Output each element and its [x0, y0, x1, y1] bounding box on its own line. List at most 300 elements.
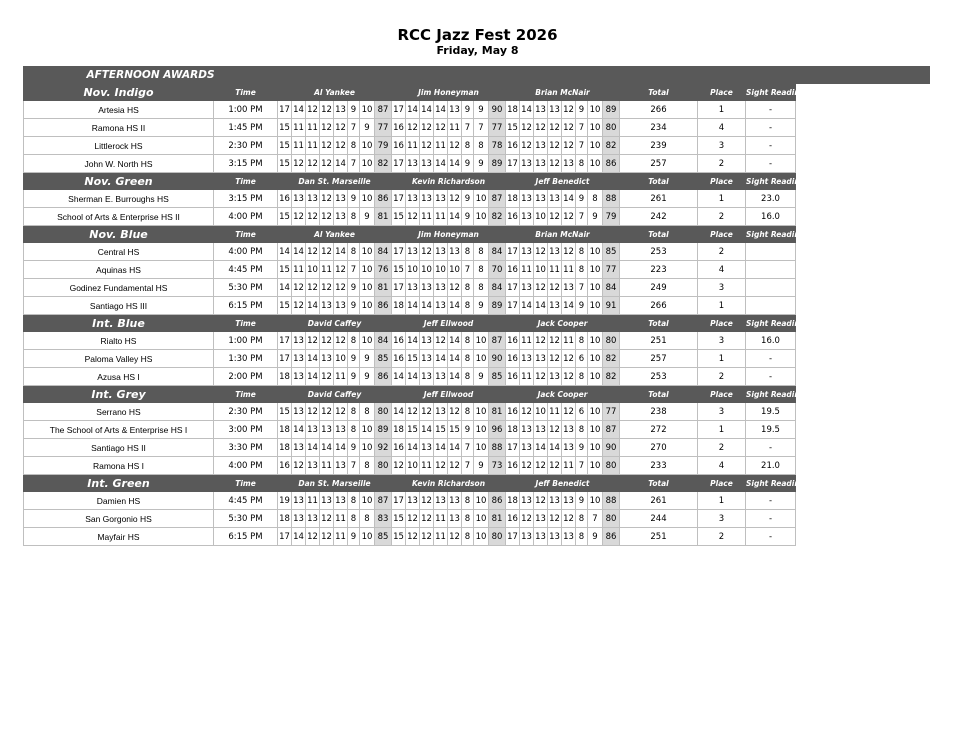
score-cell: 7 [462, 261, 474, 279]
score-cell: 13 [406, 155, 420, 173]
score-cell: 12 [548, 279, 562, 297]
score-cell: 13 [434, 243, 448, 261]
score-cell: 11 [406, 137, 420, 155]
score-cell: 13 [292, 403, 306, 421]
score-cell: 15 [406, 350, 420, 368]
score-cell: 13 [292, 510, 306, 528]
table-row [24, 261, 930, 279]
score-cell: 13 [406, 279, 420, 297]
score-cell: 11 [320, 261, 334, 279]
score-cell: 9 [474, 368, 489, 386]
score-cell: 13 [534, 510, 548, 528]
score-cell: 13 [320, 421, 334, 439]
score-cell: 18 [506, 190, 520, 208]
judge-subtotal: 73 [489, 457, 506, 475]
score-cell: 9 [348, 279, 360, 297]
score-cell: 12 [448, 279, 462, 297]
score-cell: 14 [420, 297, 434, 315]
score-cell: 12 [562, 101, 576, 119]
score-cell: 12 [448, 457, 462, 475]
school-name: Rialto HS [24, 332, 214, 350]
score-cell: 8 [576, 421, 588, 439]
school-name: Azusa HS I [24, 368, 214, 386]
score-cell: 13 [520, 528, 534, 546]
score-cell: 17 [506, 439, 520, 457]
place-header: Place [698, 173, 746, 190]
score-cell: 10 [588, 421, 603, 439]
score-cell: 12 [320, 243, 334, 261]
judge-subtotal: 90 [489, 101, 506, 119]
score-cell: 13 [562, 492, 576, 510]
score-cell: 12 [420, 510, 434, 528]
sight-reading-score: - [746, 368, 796, 386]
score-cell: 12 [306, 101, 320, 119]
judge-subtotal: 85 [489, 368, 506, 386]
score-cell: 8 [360, 510, 375, 528]
score-cell: 11 [548, 261, 562, 279]
score-cell: 12 [320, 208, 334, 226]
total-score: 272 [620, 421, 698, 439]
school-name: Mayfair HS [24, 528, 214, 546]
score-cell: 17 [392, 279, 406, 297]
school-name: Serrano HS [24, 403, 214, 421]
score-cell: 14 [292, 528, 306, 546]
score-cell: 7 [576, 137, 588, 155]
score-cell: 11 [434, 137, 448, 155]
score-cell: 15 [392, 208, 406, 226]
place: 2 [698, 243, 746, 261]
score-cell: 12 [420, 492, 434, 510]
score-cell: 13 [334, 208, 348, 226]
score-cell: 13 [406, 492, 420, 510]
sight-reading-score: - [746, 350, 796, 368]
score-cell: 11 [434, 208, 448, 226]
score-cell: 8 [462, 350, 474, 368]
score-cell: 13 [292, 350, 306, 368]
score-cell: 13 [306, 510, 320, 528]
score-cell: 10 [474, 403, 489, 421]
judge-subtotal: 80 [603, 332, 620, 350]
score-cell: 11 [434, 510, 448, 528]
score-cell: 11 [292, 137, 306, 155]
score-cell: 8 [462, 279, 474, 297]
score-cell: 14 [306, 439, 320, 457]
score-cell: 16 [506, 332, 520, 350]
score-cell: 12 [306, 279, 320, 297]
time-header: Time [214, 315, 278, 332]
section-title: AFTERNOON AWARDS [24, 67, 278, 84]
score-cell: 13 [420, 279, 434, 297]
score-cell: 6 [576, 403, 588, 421]
judge-name: Kevin Richardson [392, 173, 506, 190]
score-cell: 18 [506, 421, 520, 439]
score-cell: 10 [534, 208, 548, 226]
score-cell: 9 [462, 101, 474, 119]
score-cell: 8 [462, 137, 474, 155]
judge-name: Jeff Benedict [506, 173, 620, 190]
score-cell: 9 [360, 208, 375, 226]
school-name: Santiago HS III [24, 297, 214, 315]
score-cell: 12 [562, 243, 576, 261]
score-cell: 9 [474, 155, 489, 173]
judge-name: Jeff Benedict [506, 475, 620, 492]
judge-subtotal: 82 [375, 155, 392, 173]
total-score: 244 [620, 510, 698, 528]
score-cell: 10 [588, 457, 603, 475]
score-cell: 13 [420, 368, 434, 386]
score-cell: 15 [278, 403, 292, 421]
score-cell: 10 [588, 119, 603, 137]
score-cell: 7 [576, 119, 588, 137]
place: 1 [698, 297, 746, 315]
score-cell: 13 [520, 492, 534, 510]
place: 4 [698, 457, 746, 475]
sight-reading-score: - [746, 101, 796, 119]
school-name: Littlerock HS [24, 137, 214, 155]
judge-subtotal: 84 [603, 279, 620, 297]
score-cell: 10 [448, 261, 462, 279]
score-cell: 8 [462, 243, 474, 261]
judge-subtotal: 86 [375, 190, 392, 208]
score-cell: 17 [392, 190, 406, 208]
judge-subtotal: 86 [375, 297, 392, 315]
total-score: 266 [620, 101, 698, 119]
score-cell: 15 [434, 421, 448, 439]
score-cell: 13 [520, 208, 534, 226]
place: 2 [698, 368, 746, 386]
score-cell: 12 [534, 243, 548, 261]
score-cell: 12 [406, 403, 420, 421]
score-cell: 8 [576, 528, 588, 546]
score-cell: 13 [448, 243, 462, 261]
score-cell: 18 [392, 421, 406, 439]
performance-time: 1:45 PM [214, 119, 278, 137]
score-cell: 9 [360, 350, 375, 368]
judge-subtotal: 92 [375, 439, 392, 457]
table-row [24, 492, 930, 510]
score-cell: 14 [420, 421, 434, 439]
time-header: Time [214, 475, 278, 492]
score-cell: 12 [520, 457, 534, 475]
score-cell: 8 [462, 297, 474, 315]
performance-time: 3:15 PM [214, 190, 278, 208]
place: 3 [698, 403, 746, 421]
score-cell: 11 [306, 137, 320, 155]
sight-reading-score: - [746, 510, 796, 528]
score-cell: 13 [548, 368, 562, 386]
school-name: Paloma Valley HS [24, 350, 214, 368]
score-cell: 12 [420, 528, 434, 546]
score-cell: 18 [278, 439, 292, 457]
score-cell: 13 [562, 439, 576, 457]
score-cell: 14 [292, 101, 306, 119]
score-cell: 11 [292, 119, 306, 137]
place: 3 [698, 332, 746, 350]
score-cell: 16 [506, 208, 520, 226]
sight-reading-score: - [746, 119, 796, 137]
score-cell: 14 [406, 297, 420, 315]
score-cell: 17 [392, 101, 406, 119]
score-cell: 12 [306, 243, 320, 261]
place: 2 [698, 439, 746, 457]
sight-reading-header: Sight Reading [746, 386, 796, 403]
score-cell: 11 [420, 457, 434, 475]
score-cell: 12 [548, 137, 562, 155]
place: 1 [698, 101, 746, 119]
judge-subtotal: 88 [603, 190, 620, 208]
score-cell: 7 [348, 155, 360, 173]
score-cell: 14 [334, 439, 348, 457]
score-cell: 13 [306, 457, 320, 475]
score-cell: 8 [348, 208, 360, 226]
place-header: Place [698, 315, 746, 332]
judge-subtotal: 83 [375, 510, 392, 528]
score-cell: 12 [562, 208, 576, 226]
total-header: Total [620, 475, 698, 492]
score-cell: 13 [548, 528, 562, 546]
judge-name: Jim Honeyman [392, 84, 506, 101]
score-cell: 12 [434, 332, 448, 350]
school-name: Ramona HS I [24, 457, 214, 475]
score-cell: 8 [588, 190, 603, 208]
score-cell: 7 [348, 457, 360, 475]
score-cell: 13 [406, 190, 420, 208]
judge-subtotal: 90 [603, 439, 620, 457]
score-cell: 13 [520, 155, 534, 173]
score-cell: 10 [588, 439, 603, 457]
group-name: Nov. Indigo [24, 84, 214, 101]
sight-reading-score [746, 261, 796, 279]
judge-subtotal: 78 [489, 137, 506, 155]
score-cell: 11 [334, 510, 348, 528]
performance-time: 5:30 PM [214, 510, 278, 528]
judge-subtotal: 87 [375, 492, 392, 510]
sight-reading-header: Sight Reading [746, 315, 796, 332]
score-cell: 10 [588, 279, 603, 297]
score-cell: 15 [392, 528, 406, 546]
score-cell: 12 [406, 510, 420, 528]
table-row [24, 119, 930, 137]
score-cell: 7 [462, 457, 474, 475]
score-cell: 12 [292, 155, 306, 173]
place: 1 [698, 492, 746, 510]
performance-time: 2:00 PM [214, 368, 278, 386]
score-cell: 12 [334, 261, 348, 279]
score-cell: 11 [292, 261, 306, 279]
score-cell: 18 [392, 297, 406, 315]
score-cell: 12 [448, 190, 462, 208]
judge-subtotal: 80 [603, 457, 620, 475]
judge-name: Jack Cooper [506, 386, 620, 403]
performance-time: 1:00 PM [214, 332, 278, 350]
score-cell: 12 [562, 137, 576, 155]
score-cell: 13 [548, 190, 562, 208]
score-cell: 14 [434, 439, 448, 457]
score-cell: 12 [448, 403, 462, 421]
total-header: Total [620, 226, 698, 243]
score-cell: 13 [292, 368, 306, 386]
score-cell: 14 [406, 439, 420, 457]
total-score: 238 [620, 403, 698, 421]
score-cell: 9 [462, 190, 474, 208]
page-subtitle: Friday, May 8 [436, 44, 519, 57]
total-header: Total [620, 386, 698, 403]
score-cell: 10 [588, 243, 603, 261]
judge-subtotal: 70 [489, 261, 506, 279]
total-score: 257 [620, 350, 698, 368]
score-cell: 9 [588, 528, 603, 546]
score-cell: 8 [576, 243, 588, 261]
score-cell: 7 [576, 457, 588, 475]
score-cell: 14 [406, 101, 420, 119]
score-cell: 10 [406, 457, 420, 475]
score-cell: 8 [474, 137, 489, 155]
score-cell: 10 [360, 190, 375, 208]
score-cell: 13 [320, 350, 334, 368]
judge-name: David Caffey [278, 315, 392, 332]
score-cell: 14 [534, 439, 548, 457]
judge-name: Brian McNair [506, 84, 620, 101]
score-cell: 12 [320, 279, 334, 297]
total-score: 253 [620, 243, 698, 261]
performance-time: 5:30 PM [214, 279, 278, 297]
score-cell: 9 [576, 439, 588, 457]
score-cell: 13 [334, 457, 348, 475]
score-cell: 12 [520, 403, 534, 421]
score-cell: 9 [576, 297, 588, 315]
score-cell: 10 [588, 368, 603, 386]
score-cell: 13 [448, 510, 462, 528]
score-cell: 17 [278, 350, 292, 368]
score-cell: 12 [562, 350, 576, 368]
score-cell: 8 [462, 492, 474, 510]
score-cell: 12 [562, 510, 576, 528]
score-cell: 13 [520, 243, 534, 261]
score-cell: 14 [406, 368, 420, 386]
score-cell: 13 [534, 155, 548, 173]
score-cell: 10 [474, 439, 489, 457]
sight-reading-score [746, 279, 796, 297]
score-cell: 11 [562, 261, 576, 279]
score-cell: 17 [506, 279, 520, 297]
score-cell: 13 [534, 190, 548, 208]
score-cell: 12 [320, 368, 334, 386]
score-cell: 12 [548, 421, 562, 439]
group-name: Int. Blue [24, 315, 214, 332]
judge-name: Al Yankee [278, 84, 392, 101]
score-cell: 12 [292, 208, 306, 226]
score-cell: 11 [520, 368, 534, 386]
table-row [24, 297, 930, 315]
judge-subtotal: 88 [603, 492, 620, 510]
score-cell: 11 [562, 457, 576, 475]
score-cell: 12 [562, 403, 576, 421]
group-header-row [24, 226, 930, 243]
score-cell: 13 [292, 190, 306, 208]
group-name: Int. Grey [24, 386, 214, 403]
score-cell: 8 [360, 457, 375, 475]
score-cell: 14 [406, 332, 420, 350]
score-cell: 11 [306, 492, 320, 510]
performance-time: 4:00 PM [214, 208, 278, 226]
score-cell: 13 [334, 190, 348, 208]
score-cell: 13 [520, 279, 534, 297]
score-cell: 12 [448, 137, 462, 155]
table-row [24, 403, 930, 421]
score-cell: 12 [548, 155, 562, 173]
judge-subtotal: 77 [603, 403, 620, 421]
score-cell: 13 [434, 279, 448, 297]
performance-time: 3:00 PM [214, 421, 278, 439]
score-cell: 10 [360, 528, 375, 546]
score-cell: 7 [576, 279, 588, 297]
score-cell: 10 [360, 439, 375, 457]
score-cell: 13 [534, 101, 548, 119]
score-cell: 12 [520, 119, 534, 137]
score-cell: 12 [534, 492, 548, 510]
score-cell: 14 [562, 297, 576, 315]
score-cell: 17 [506, 528, 520, 546]
score-cell: 13 [534, 528, 548, 546]
score-cell: 13 [420, 190, 434, 208]
score-cell: 13 [520, 190, 534, 208]
score-cell: 12 [320, 137, 334, 155]
score-cell: 17 [278, 101, 292, 119]
place: 3 [698, 137, 746, 155]
score-cell: 14 [448, 350, 462, 368]
score-cell: 10 [474, 350, 489, 368]
table-row [24, 190, 930, 208]
score-cell: 14 [306, 297, 320, 315]
score-cell: 12 [320, 332, 334, 350]
group-header-row [24, 315, 930, 332]
table-row [24, 332, 930, 350]
score-cell: 12 [320, 190, 334, 208]
score-cell: 9 [576, 190, 588, 208]
school-name: Godinez Fundamental HS [24, 279, 214, 297]
score-cell: 12 [334, 403, 348, 421]
score-cell: 8 [360, 403, 375, 421]
score-cell: 14 [434, 350, 448, 368]
time-header: Time [214, 386, 278, 403]
judge-subtotal: 79 [603, 208, 620, 226]
judge-name: Jack Cooper [506, 315, 620, 332]
judge-subtotal: 88 [489, 439, 506, 457]
score-cell: 10 [474, 510, 489, 528]
score-cell: 13 [434, 492, 448, 510]
score-cell: 10 [360, 261, 375, 279]
judge-subtotal: 84 [489, 279, 506, 297]
score-cell: 11 [562, 332, 576, 350]
total-score: 261 [620, 190, 698, 208]
score-cell: 11 [520, 332, 534, 350]
score-cell: 13 [420, 439, 434, 457]
place: 1 [698, 421, 746, 439]
score-cell: 16 [506, 368, 520, 386]
score-cell: 10 [360, 297, 375, 315]
score-cell: 18 [278, 368, 292, 386]
score-cell: 14 [420, 101, 434, 119]
score-cell: 8 [348, 492, 360, 510]
awards-table [23, 66, 930, 546]
score-cell: 12 [406, 119, 420, 137]
score-cell: 10 [534, 261, 548, 279]
group-name: Nov. Blue [24, 226, 214, 243]
score-cell: 18 [278, 421, 292, 439]
judge-subtotal: 77 [489, 119, 506, 137]
score-cell: 12 [334, 279, 348, 297]
score-cell: 9 [576, 101, 588, 119]
